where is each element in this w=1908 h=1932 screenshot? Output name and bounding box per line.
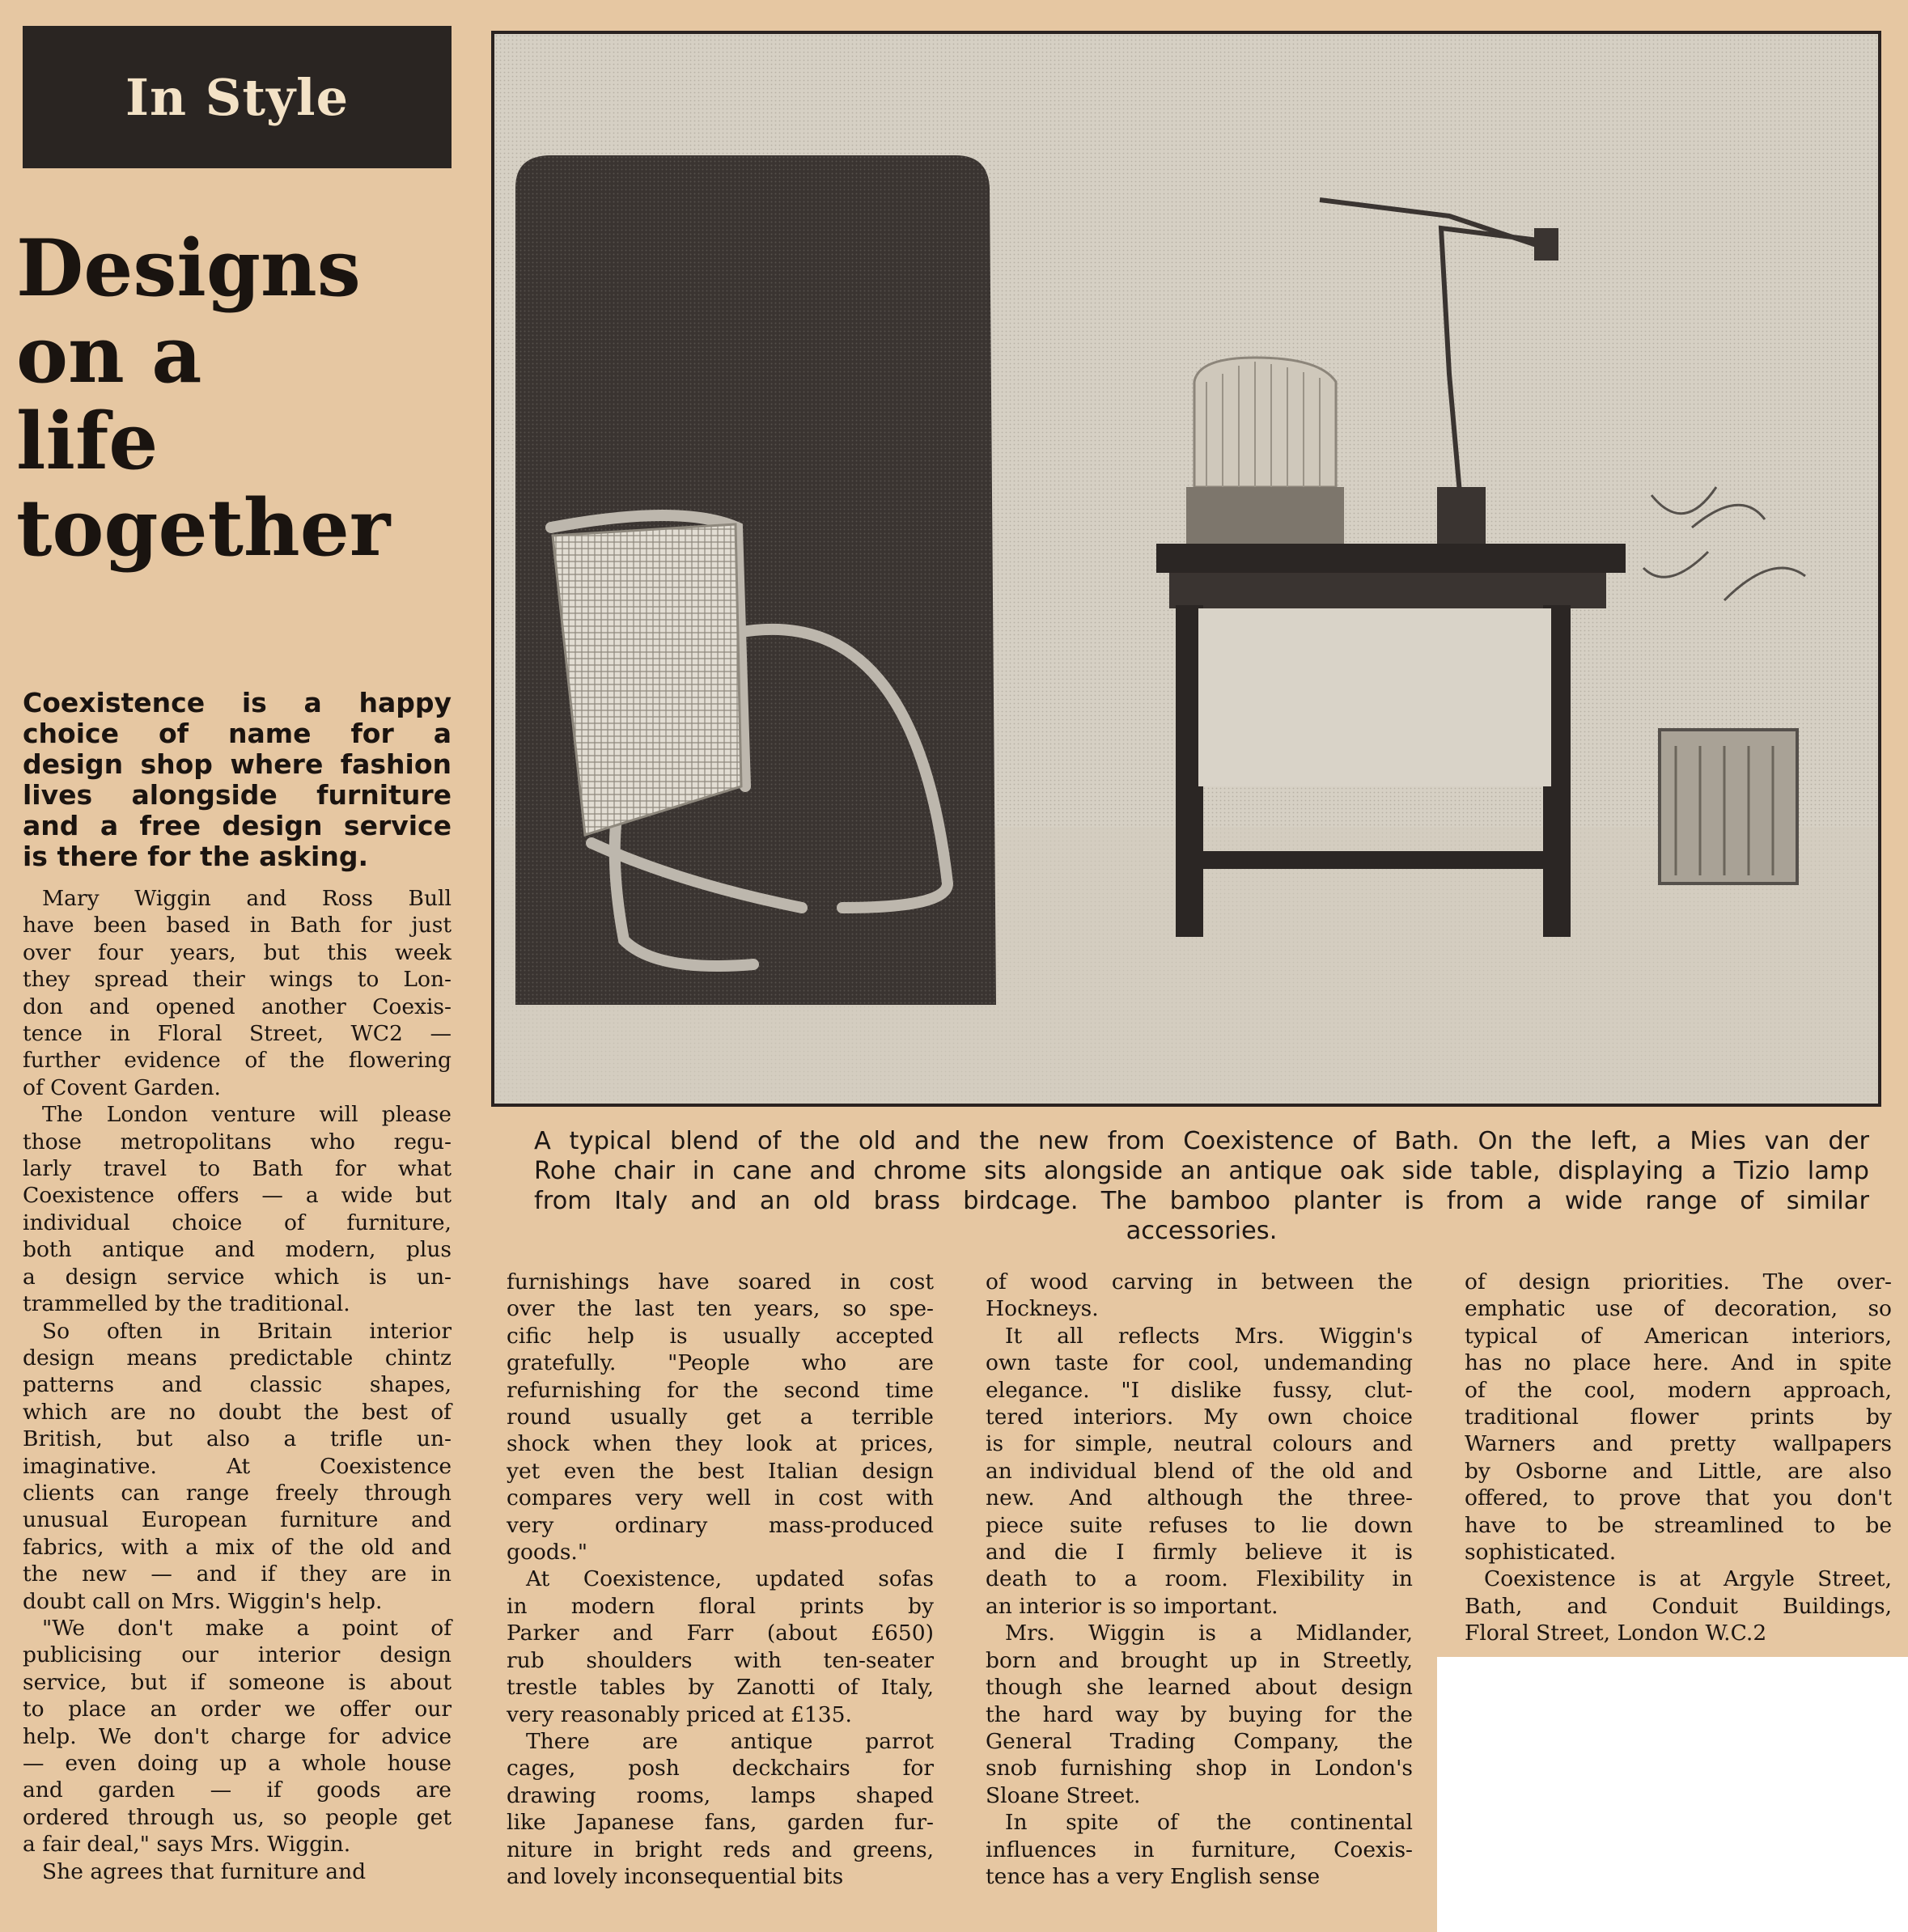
standfirst-line: Coexistence is a happy [23, 687, 452, 718]
text-line: fabrics, with a mix of the old and [23, 1534, 452, 1560]
text-line: tence has a very English sense [986, 1863, 1321, 1889]
caption-line: A typical blend of the old and the new from Coexistence of Bath. On the left, a Mies van der [534, 1127, 1869, 1155]
text-line: individual choice of furniture, [23, 1210, 452, 1235]
text-line: tence in Floral Street, WC2 — [23, 1021, 452, 1047]
text-line: cific help is usually accepted [507, 1323, 934, 1349]
text-line: Coexistence offers — a wide but [23, 1183, 452, 1209]
text-line: to place an order we offer our [23, 1697, 452, 1722]
text-line: elegance. "I dislike fussy, clut- [986, 1377, 1413, 1403]
article-column-3 [986, 1269, 1413, 1890]
text-line: traditional flower prints by [1465, 1405, 1892, 1430]
standfirst-line: and a free design service [23, 810, 452, 841]
text-line: by Osborne and Little, are also [1465, 1458, 1892, 1484]
text-line: tered interiors. My own choice [986, 1405, 1413, 1430]
text-line: help. We don't charge for advice [23, 1723, 452, 1749]
text-line: trammelled by the traditional. [23, 1291, 350, 1317]
caption-line: from Italy and an old brass birdcage. The bamboo planter is from a wide range of similar [534, 1187, 1869, 1215]
headline-line: on a [16, 309, 202, 400]
text-line: and garden — if goods are [23, 1777, 452, 1803]
text-line: cages, posh deckchairs for [507, 1756, 934, 1782]
text-line: — even doing up a whole house [23, 1751, 452, 1776]
text-line: refurnishing for the second time [507, 1377, 934, 1403]
text-line: furnishings have soared in cost [507, 1269, 934, 1294]
text-line: both antique and modern, plus [23, 1237, 452, 1263]
text-line: a fair deal," says Mrs. Wiggin. [23, 1832, 351, 1858]
text-line: larly travel to Bath for what [23, 1156, 452, 1182]
text-line: It all reflects Mrs. Wiggin's [1005, 1323, 1413, 1349]
furniture-photo-illustration [494, 34, 1878, 1104]
text-line: a design service which is un- [23, 1264, 452, 1290]
caption-line: accessories. [1126, 1217, 1278, 1245]
text-line: Floral Street, London W.C.2 [1465, 1621, 1767, 1646]
text-line: General Trading Company, the [986, 1728, 1413, 1754]
text-line: Parker and Farr (about £650) [507, 1621, 934, 1646]
text-line: goods." [507, 1540, 588, 1566]
text-line: very ordinary mass-produced [507, 1512, 934, 1538]
standfirst-line: design shop where fashion [23, 748, 452, 780]
text-line: born and brought up in Streetly, [986, 1647, 1413, 1673]
article-column-2 [507, 1269, 934, 1890]
text-line: have been based in Bath for just [23, 913, 452, 938]
article-column-4 [1465, 1269, 1892, 1647]
text-line: over four years, but this week [23, 939, 452, 965]
text-line: doubt call on Mrs. Wiggin's help. [23, 1588, 383, 1614]
text-line: the hard way by buying for the [986, 1701, 1413, 1727]
text-line: of design priorities. The over- [1465, 1269, 1892, 1294]
text-line: Mrs. Wiggin is a Midlander, [1005, 1621, 1413, 1646]
text-line: in modern floral prints by [507, 1593, 934, 1619]
text-line: like Japanese fans, garden fur- [507, 1810, 934, 1836]
text-line: unusual European furniture and [23, 1507, 452, 1533]
birdcage [1186, 358, 1344, 544]
text-line: gratefully. "People who are [507, 1350, 934, 1376]
text-line: they spread their wings to Lon- [23, 967, 452, 993]
text-line: over the last ten years, so spe- [507, 1296, 934, 1322]
text-line: compares very well in cost with [507, 1485, 934, 1511]
text-line: sophisticated. [1465, 1540, 1617, 1566]
standfirst-line: lives alongside furniture [23, 779, 452, 811]
text-line: So often in Britain interior [42, 1318, 452, 1344]
text-line: imaginative. At Coexistence [23, 1453, 452, 1479]
text-line: has no place here. And in spite [1465, 1350, 1892, 1376]
standfirst-line: choice of name for a [23, 718, 452, 749]
section-kicker [23, 26, 452, 168]
text-line: Warners and pretty wallpapers [1465, 1431, 1892, 1457]
text-line: yet even the best Italian design [507, 1458, 934, 1484]
text-line: own taste for cool, undemanding [986, 1350, 1413, 1376]
text-line: ordered through us, so people get [23, 1804, 452, 1830]
text-line: The London venture will please [42, 1102, 452, 1128]
text-line: There are antique parrot [526, 1728, 934, 1754]
text-line: Coexistence is at Argyle Street, [1484, 1566, 1892, 1592]
text-line: round usually get a terrible [507, 1405, 934, 1430]
text-line: niture in bright reds and greens, [507, 1837, 934, 1862]
kicker-label: In Style [125, 67, 350, 127]
headline-line: life [16, 396, 159, 487]
text-line: rub shoulders with ten-seater [507, 1647, 934, 1673]
text-line: of the cool, modern approach, [1465, 1377, 1892, 1403]
text-line: At Coexistence, updated sofas [526, 1566, 934, 1592]
text-line: "We don't make a point of [42, 1615, 452, 1641]
text-line: British, but also a trifle un- [23, 1426, 452, 1452]
text-line: have to be streamlined to be [1465, 1512, 1892, 1538]
headline-line: Designs [16, 222, 361, 314]
text-line: service, but if someone is about [23, 1669, 452, 1695]
standfirst-line: is there for the asking. [23, 841, 368, 872]
text-line: the new — and if they are in [23, 1561, 452, 1587]
text-line: of wood carving in between the [986, 1269, 1413, 1294]
text-line: shock when they look at prices, [507, 1431, 934, 1457]
text-line: piece suite refuses to lie down [986, 1512, 1413, 1538]
blank-corner [1437, 1657, 1908, 1932]
text-line: influences in furniture, Coexis- [986, 1837, 1413, 1862]
headline [16, 222, 469, 574]
text-line: don and opened another Coexis- [23, 994, 452, 1019]
text-line: drawing rooms, lamps shaped [507, 1782, 934, 1808]
article-column-1 [23, 885, 452, 1885]
text-line: emphatic use of decoration, so [1465, 1296, 1892, 1322]
text-line: Mary Wiggin and Ross Bull [42, 886, 452, 911]
text-line: though she learned about design [986, 1675, 1413, 1701]
text-line: Bath, and Conduit Buildings, [1465, 1593, 1892, 1619]
text-line: trestle tables by Zanotti of Italy, [507, 1675, 934, 1701]
text-line: which are no doubt the best of [23, 1399, 452, 1425]
text-line: further evidence of the flowering [23, 1048, 452, 1074]
text-line: death to a room. Flexibility in [986, 1566, 1413, 1592]
text-line: Hockneys. [986, 1296, 1099, 1322]
text-line: patterns and classic shapes, [23, 1372, 452, 1398]
photo-caption [534, 1126, 1869, 1246]
standfirst [23, 688, 452, 872]
text-line: Sloane Street. [986, 1782, 1141, 1808]
text-line: of Covent Garden. [23, 1074, 221, 1100]
text-line: and lovely inconsequential bits [507, 1863, 844, 1889]
text-line: offered, to prove that you don't [1465, 1485, 1892, 1511]
headline-line: together [16, 482, 391, 574]
text-line: those metropolitans who regu- [23, 1129, 452, 1155]
caption-line: Rohe chair in cane and chrome sits alongside an antique oak side table, displaying a Tizio lamp [534, 1157, 1869, 1185]
text-line: snob furnishing shop in London's [986, 1756, 1413, 1782]
text-line: and die I firmly believe it is [986, 1540, 1413, 1566]
text-line: design means predictable chintz [23, 1345, 452, 1371]
text-line: very reasonably priced at £135. [507, 1701, 852, 1727]
text-line: In spite of the continental [1005, 1810, 1413, 1836]
text-line: She agrees that furniture and [42, 1858, 367, 1884]
text-line: new. And although the three- [986, 1485, 1413, 1511]
text-line: an interior is so important. [986, 1593, 1278, 1619]
text-line: publicising our interior design [23, 1642, 452, 1668]
text-line: clients can range freely through [23, 1480, 452, 1506]
text-line: typical of American interiors, [1465, 1323, 1892, 1349]
article-photo [491, 31, 1881, 1107]
text-line: is for simple, neutral colours and [986, 1431, 1413, 1457]
text-line: an individual blend of the old and [986, 1458, 1413, 1484]
